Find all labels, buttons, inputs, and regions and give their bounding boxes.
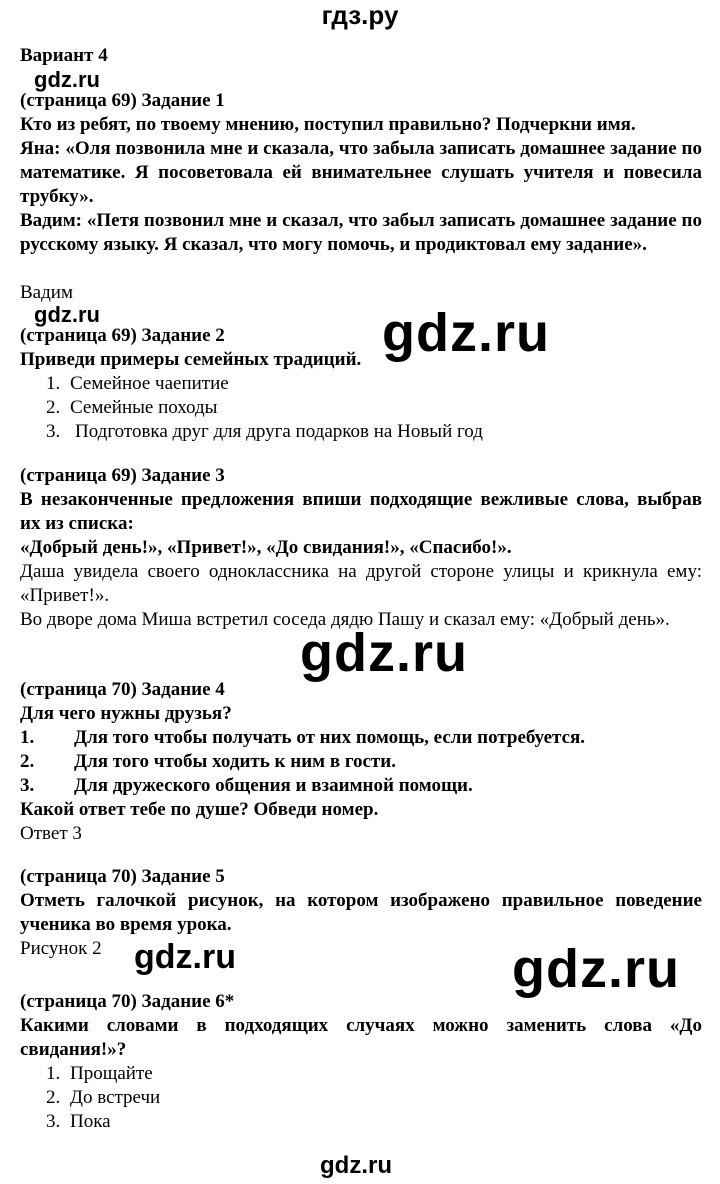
list-text: Семейные походы xyxy=(70,397,218,418)
task-options: «Добрый день!», «Привет!», «До свидания!», «Спасибо!». xyxy=(20,537,512,558)
task-quote: Вадим: «Петя позвонил мне и сказал, что забыл записать домашнее задание по русскому языку. Я сказал, что могу помочь, и продиктовал ему задание». xyxy=(20,210,702,255)
task-title: (страница 70) Задание 4 xyxy=(20,679,225,700)
task-title: (страница 69) Задание 1 xyxy=(20,90,225,111)
task-answer: Вадим xyxy=(20,282,73,303)
list-text: Для того чтобы получать от них помощь, если потребуется. xyxy=(74,727,586,748)
variant-title: Вариант 4 xyxy=(20,45,108,66)
task-title: (страница 70) Задание 6* xyxy=(20,991,235,1012)
list-text: Пока xyxy=(70,1111,111,1132)
task-question: Какой ответ тебе по душе? Обведи номер. xyxy=(20,799,379,820)
list-number: 3. xyxy=(46,421,61,442)
task-answer: Ответ 3 xyxy=(20,823,82,844)
task-question: В незаконченные предложения впиши подходящие вежливые слова, выбрав их из списка: xyxy=(20,489,702,534)
list-text: Семейное чаепитие xyxy=(70,373,229,394)
site-header: гдз.ру xyxy=(321,0,399,30)
watermark: gdz.ru xyxy=(134,938,236,976)
task-title: (страница 70) Задание 5 xyxy=(20,866,225,887)
task-question: Отметь галочкой рисунок, на котором изображено правильное поведение ученика во время урока. xyxy=(20,890,702,935)
task-question: Приведи примеры семейных традиций. xyxy=(20,349,362,370)
list-number: 3. xyxy=(46,1111,61,1132)
list-number: 2. xyxy=(46,1087,61,1108)
task-quote: Яна: «Оля позвонила мне и сказала, что забыла записать домашнее задание по математике. Я посоветовала ей внимательнее слушать учителя и повесила трубку». xyxy=(20,138,702,207)
list-number: 1. xyxy=(46,373,61,394)
list-number: 1. xyxy=(46,1063,61,1084)
task-answer: Рисунок 2 xyxy=(20,938,102,959)
task-question: Для чего нужны друзья? xyxy=(20,703,232,724)
watermark: gdz.ru xyxy=(382,303,550,363)
list-text: Подготовка друг для друга подарков на Новый год xyxy=(75,421,483,442)
list-text: Для того чтобы ходить к ним в гости. xyxy=(74,751,396,772)
task-title: (страница 69) Задание 2 xyxy=(20,325,225,346)
list-number: 2. xyxy=(20,751,35,772)
task-question: Кто из ребят, по твоему мнению, поступил правильно? Подчеркни имя. xyxy=(20,114,636,135)
list-item xyxy=(46,396,60,420)
watermark: gdz.ru xyxy=(300,623,468,683)
list-text: Прощайте xyxy=(70,1063,153,1084)
task-question: Какими словами в подходящих случаях можно заменить слова «До свидания!»? xyxy=(20,1015,702,1060)
task-answer: Даша увидела своего одноклассника на другой стороне улицы и крикнула ему: «Привет!». xyxy=(20,561,702,606)
watermark: gdz.ru xyxy=(320,1152,392,1179)
watermark: gdz.ru xyxy=(34,67,100,92)
task-title: (страница 69) Задание 3 xyxy=(20,465,225,486)
list-item xyxy=(46,372,60,396)
list-text: Для дружеского общения и взаимной помощи. xyxy=(74,775,473,796)
list-item xyxy=(46,420,60,444)
list-number: 1. xyxy=(20,727,35,748)
task-answer: Во дворе дома Миша встретил соседа дядю Пашу и сказал ему: «Добрый день». xyxy=(20,609,670,630)
list-number: 2. xyxy=(46,397,61,418)
watermark: gdz.ru xyxy=(34,302,100,327)
list-number: 3. xyxy=(20,775,35,796)
watermark: gdz.ru xyxy=(512,939,680,999)
list-text: До встречи xyxy=(70,1087,161,1108)
